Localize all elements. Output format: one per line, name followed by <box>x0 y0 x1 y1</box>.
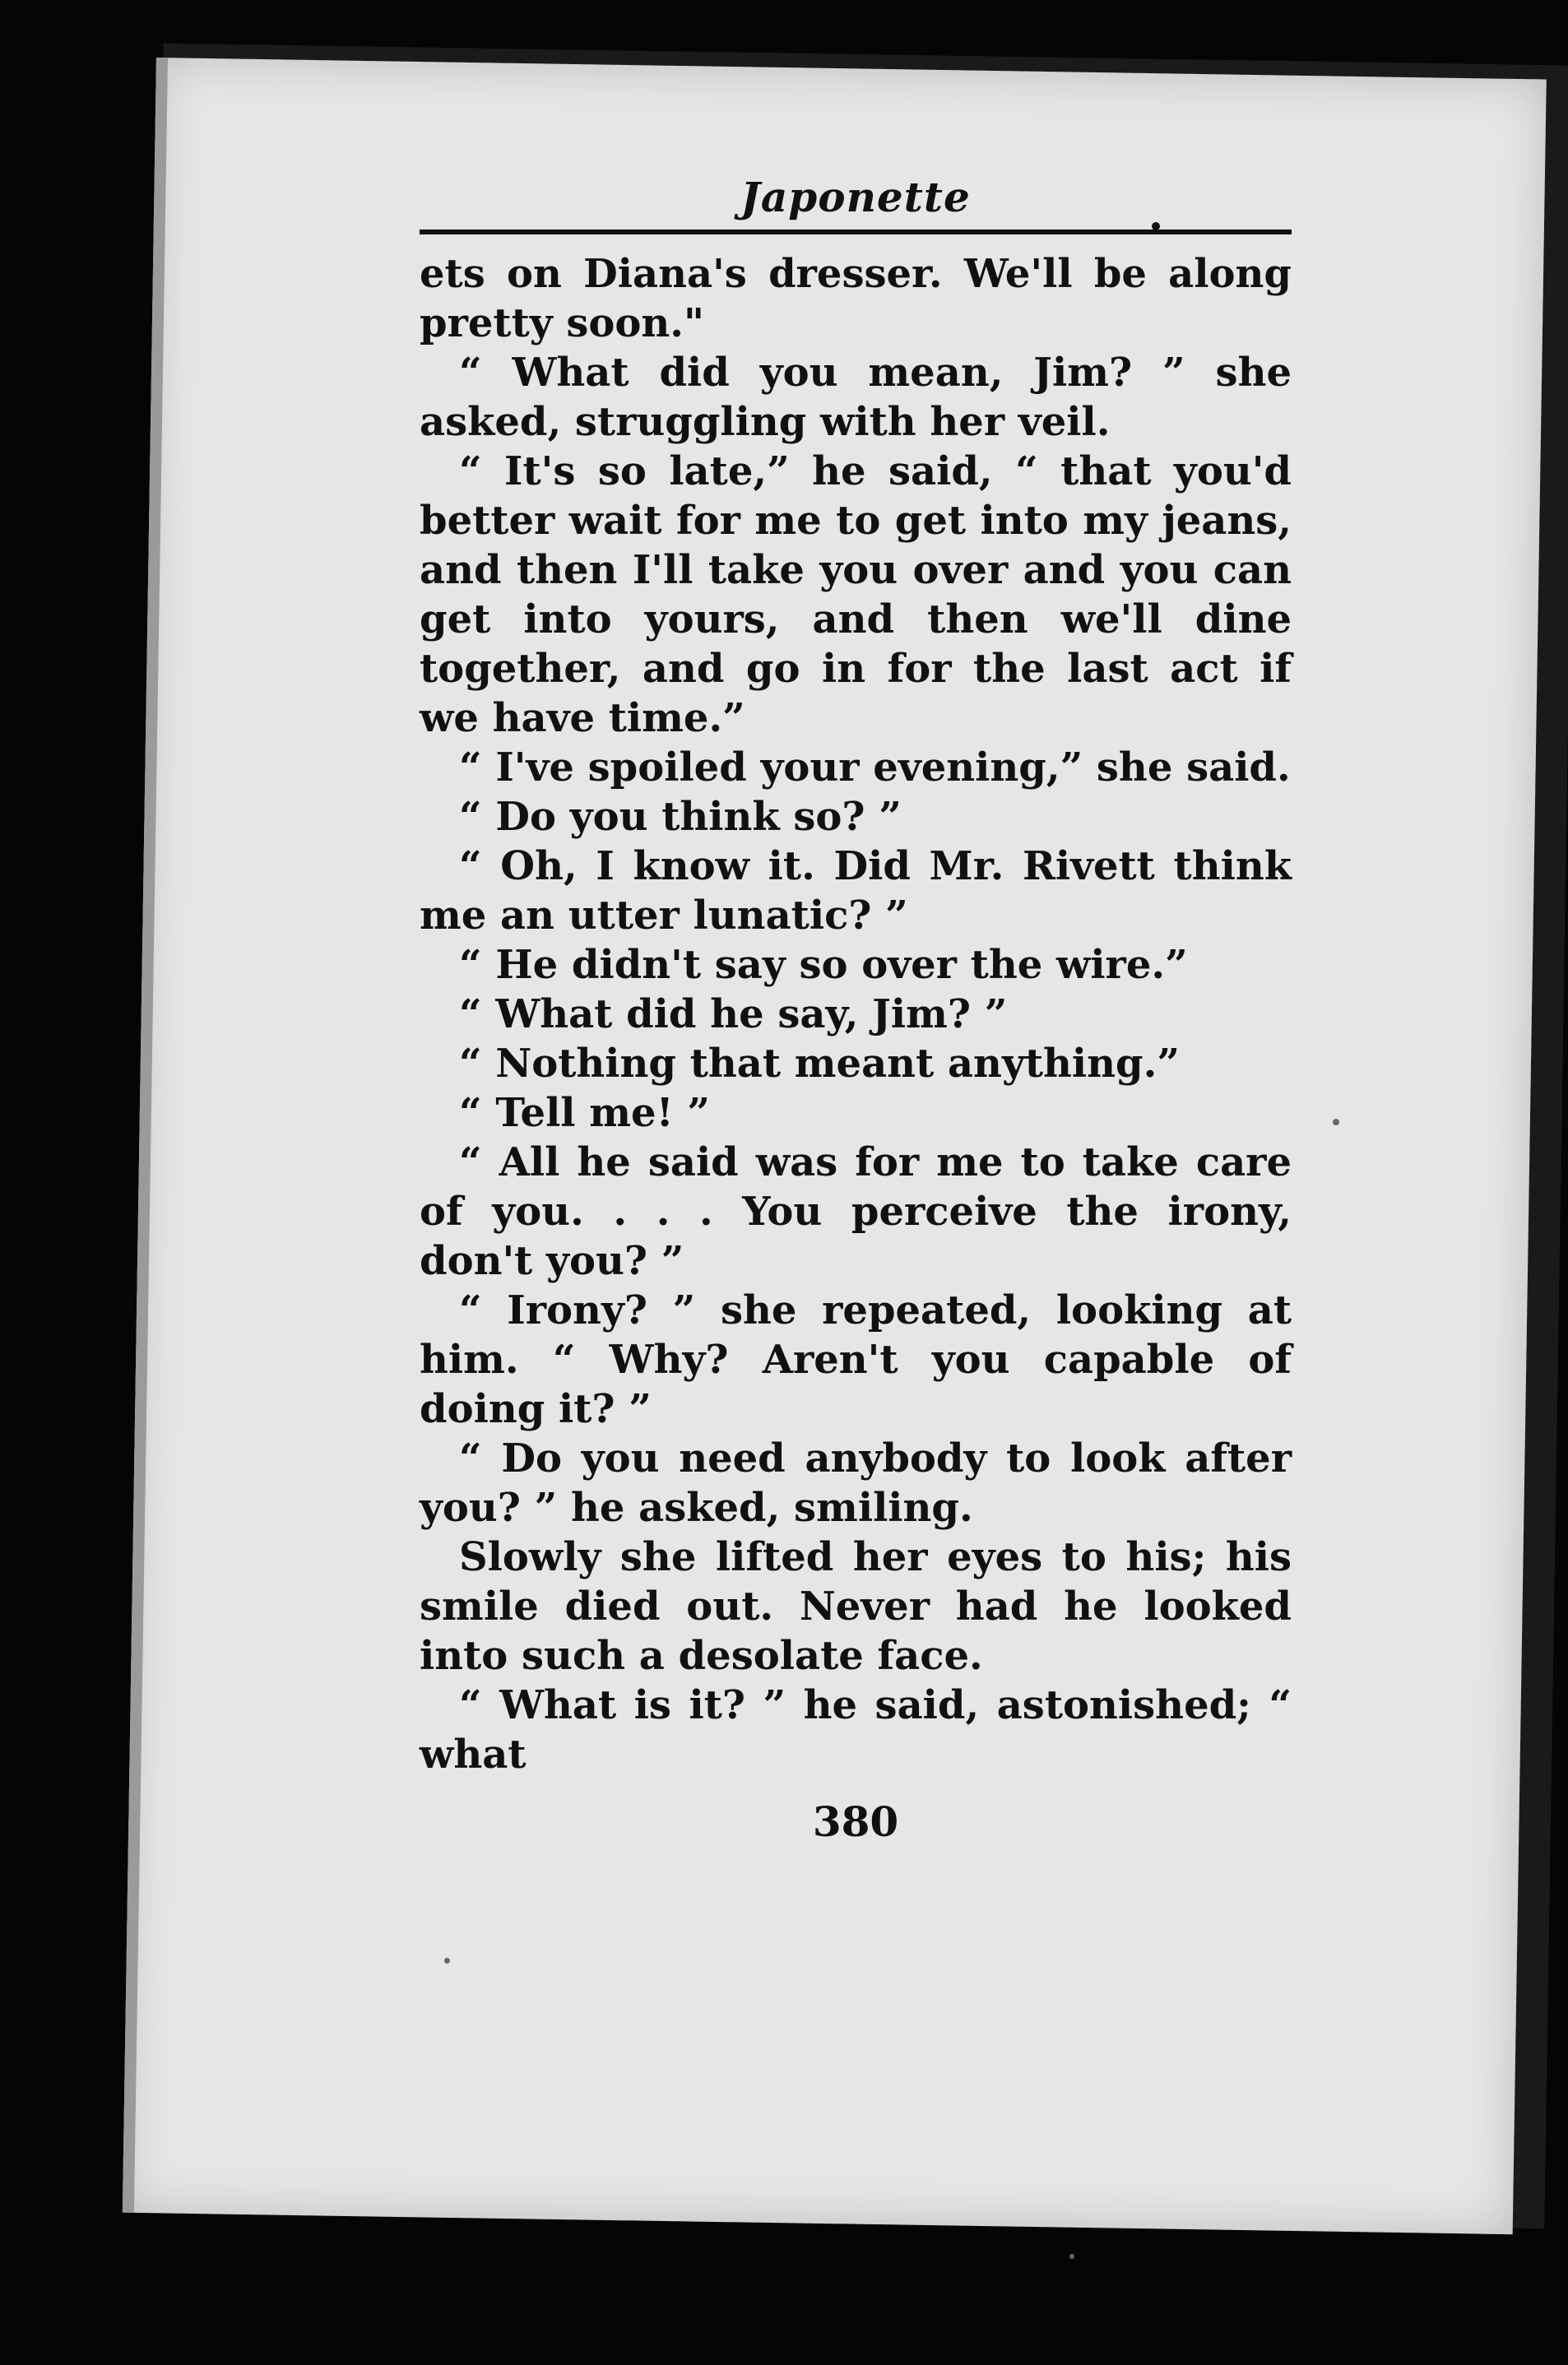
page-edge <box>123 58 168 2213</box>
dust-speck <box>1333 1119 1339 1125</box>
dust-speck <box>1069 2254 1074 2259</box>
paragraph: “ What did he say, Jim? ” <box>459 991 1008 1037</box>
paragraph: “ Irony? ” she repeated, looking at him. “ Why? Aren't you capable of doing it? ” <box>420 1287 1292 1432</box>
paragraph: “ Oh, I know it. Did Mr. Rivett think me an utter lunatic? ” <box>420 843 1292 939</box>
paragraph: “ Do you think so? ” <box>459 794 902 840</box>
paragraph: Slowly she lifted her eyes to his; his smile died out. Never had he looked into such a desolate face. <box>420 1534 1292 1679</box>
paragraph: “ He didn't say so over the wire.” <box>459 942 1188 988</box>
dust-speck <box>1152 222 1160 230</box>
body-text <box>420 249 1292 1779</box>
paragraph: “ Do you need anybody to look after you? ” he asked, smiling. <box>420 1435 1292 1531</box>
paragraph: “ What did you mean, Jim? ” she asked, struggling with her veil. <box>420 350 1292 445</box>
paragraph: “ What is it? ” he said, astonished; “ what <box>420 1682 1292 1778</box>
paragraph: “ It's so late,” he said, “ that you'd better wait for me to get into my jeans, and then I'll take you over and you can get into yours, and then we'll dine together, and go in for the last act if we have time.” <box>420 448 1292 741</box>
dust-speck <box>444 1958 450 1964</box>
running-head: Japonette <box>740 173 971 221</box>
paragraph: “ Tell me! ” <box>459 1090 710 1136</box>
paragraph: “ I've spoiled your evening,” she said. <box>459 744 1291 791</box>
paragraph: ets on Diana's dresser. We'll be along pretty soon." <box>420 251 1292 346</box>
page-content <box>420 173 1292 1846</box>
page-number: 380 <box>812 1797 899 1846</box>
header-rule <box>420 230 1292 234</box>
paragraph: “ Nothing that meant anything.” <box>459 1041 1180 1087</box>
paragraph: “ All he said was for me to take care of you. . . . You perceive the irony, don't you? ” <box>420 1139 1292 1284</box>
